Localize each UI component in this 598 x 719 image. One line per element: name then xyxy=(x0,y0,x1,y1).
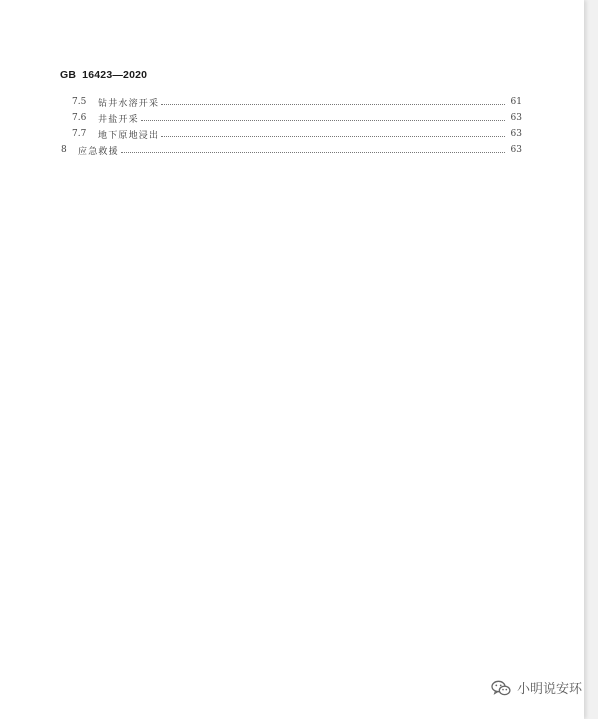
toc-entry-7-7[interactable] xyxy=(72,126,522,142)
toc-leader-dots xyxy=(161,103,505,105)
standard-code xyxy=(60,69,147,81)
toc-entry-title: 钻井水溶开采 xyxy=(98,98,160,109)
toc-entry-page: 63 xyxy=(510,145,522,155)
toc-entry-page: 63 xyxy=(510,113,522,123)
toc-entry-title: 井盐开采 xyxy=(98,114,139,125)
toc-entry-7-5[interactable] xyxy=(72,94,522,110)
toc-leader-dots xyxy=(121,151,505,153)
watermark-text: 小明说安环 xyxy=(516,682,582,697)
wechat-icon xyxy=(491,680,511,696)
toc-entry-number: 8 xyxy=(61,145,67,155)
toc-entry-page: 61 xyxy=(510,97,522,107)
toc-leader-dots xyxy=(141,119,505,121)
toc-leader-dots xyxy=(161,135,505,137)
toc-entry-title: 地下原地浸出 xyxy=(98,130,160,141)
standard-number: 16423—2020 xyxy=(82,69,148,81)
watermark xyxy=(491,678,582,697)
standard-prefix: GB xyxy=(60,69,77,81)
toc-entry-number: 7.5 xyxy=(72,97,87,107)
toc-entry-page: 63 xyxy=(510,129,522,139)
toc-entry-title: 应急救援 xyxy=(78,146,119,157)
toc-entry-7-6[interactable] xyxy=(72,110,522,126)
toc-entry-number: 7.7 xyxy=(72,129,87,139)
toc-entry-number: 7.6 xyxy=(72,113,87,123)
toc-entry-8[interactable] xyxy=(61,142,522,158)
